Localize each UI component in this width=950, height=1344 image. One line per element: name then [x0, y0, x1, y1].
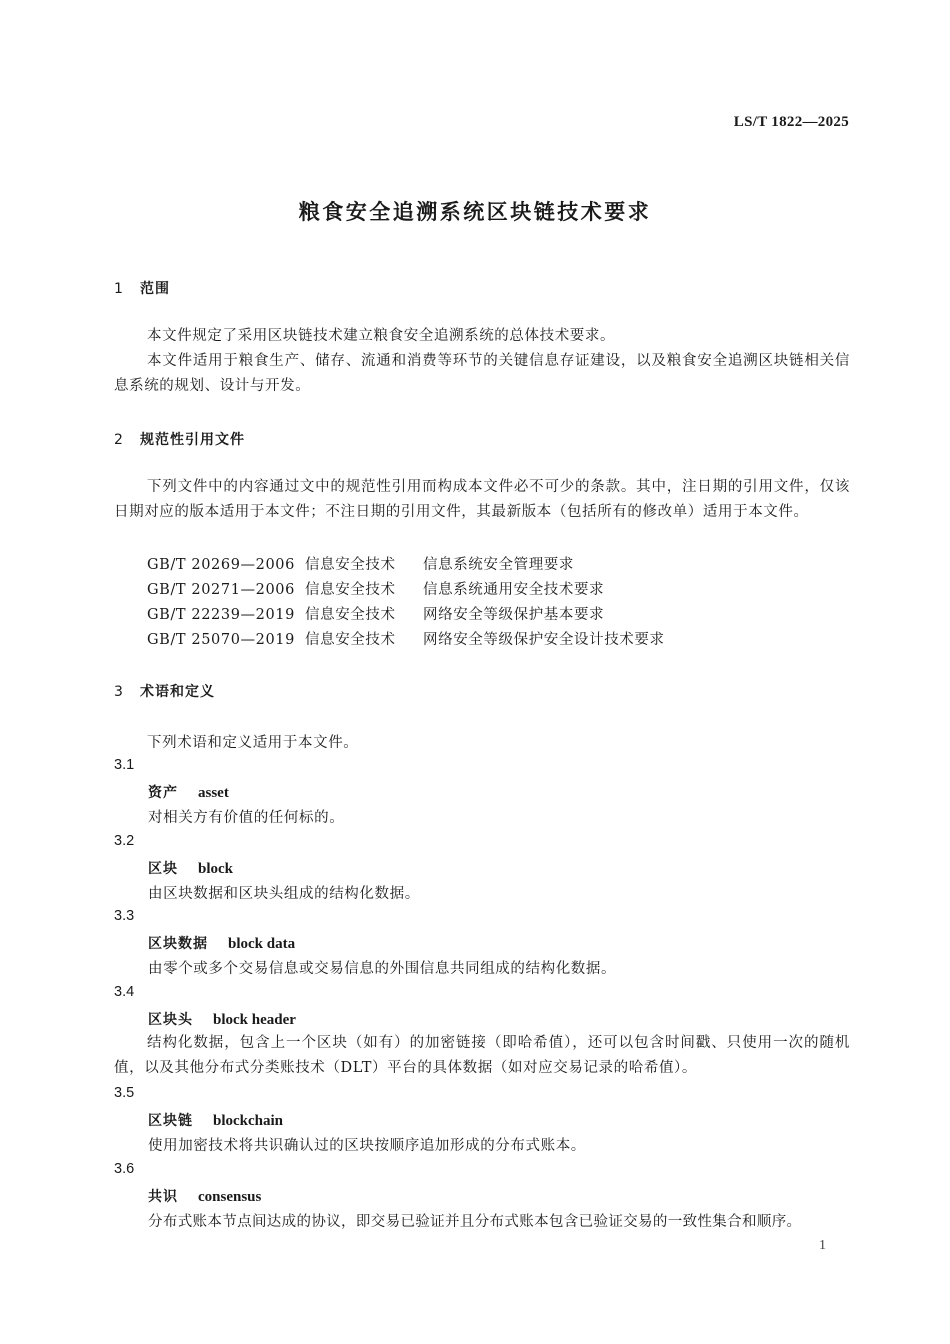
term-definition: 使用加密技术将共识确认过的区块按顺序追加形成的分布式账本。 — [148, 1138, 586, 1154]
term-entry — [148, 782, 229, 802]
section-heading-terms-definitions — [114, 681, 215, 701]
term-definition: 结构化数据，包含上一个区块（如有）的加密链接（即哈希值），还可以包含时间戳、只使用一次的随机值，以及其他分布式分类账技术（DLT）平台的具体数据（如对应交易记录的哈希值）。 — [114, 1035, 850, 1076]
reference-title-b: 信息系统安全管理要求 — [423, 557, 574, 573]
page-number: 1 — [819, 1238, 826, 1253]
term-zh: 区块链 — [148, 1113, 193, 1129]
section-heading-normative-references — [114, 429, 245, 449]
reference-item — [147, 553, 574, 574]
reference-title-b: 网络安全等级保护安全设计技术要求 — [423, 632, 665, 648]
term-entry — [148, 933, 295, 953]
paragraph: 本文件适用于粮食生产、储存、流通和消费等环节的关键信息存证建设，以及粮食安全追溯区块链相关信息系统的规划、设计与开发。 — [114, 353, 850, 394]
term-entry — [148, 858, 233, 878]
term-definition: 由零个或多个交易信息或交易信息的外围信息共同组成的结构化数据。 — [148, 961, 617, 977]
term-zh: 资产 — [148, 785, 178, 801]
section-number: 3 — [114, 684, 124, 700]
reference-title-b: 信息系统通用安全技术要求 — [423, 582, 605, 598]
standard-code: LS/T 1822—2025 — [733, 114, 849, 130]
term-en: block header — [213, 1012, 296, 1028]
term-en: consensus — [198, 1189, 262, 1205]
reference-item — [147, 603, 604, 624]
document-title: 粮食安全追溯系统区块链技术要求 — [298, 200, 652, 224]
term-zh: 区块头 — [148, 1012, 193, 1028]
term-entry — [148, 1186, 261, 1206]
term-number: 3.3 — [114, 908, 135, 924]
section-title: 范围 — [140, 281, 170, 297]
term-number: 3.4 — [114, 984, 135, 1000]
reference-title-a: 信息安全技术 — [305, 582, 396, 598]
reference-code: GB/T 20271—2006 — [147, 582, 295, 598]
section-heading-scope — [114, 278, 170, 298]
reference-title-a: 信息安全技术 — [305, 607, 396, 623]
term-entry — [148, 1009, 296, 1029]
section-number: 2 — [114, 432, 124, 448]
reference-item — [147, 578, 604, 599]
term-number: 3.1 — [114, 757, 135, 773]
reference-item — [147, 628, 665, 649]
term-en: block data — [228, 936, 296, 952]
paragraph: 本文件规定了采用区块链技术建立粮食安全追溯系统的总体技术要求。 — [147, 328, 616, 344]
term-definition: 由区块数据和区块头组成的结构化数据。 — [148, 886, 420, 902]
term-entry — [148, 1110, 283, 1130]
term-zh: 共识 — [148, 1189, 178, 1205]
term-en: blockchain — [213, 1113, 284, 1129]
term-number: 3.2 — [114, 833, 135, 849]
reference-title-a: 信息安全技术 — [305, 632, 396, 648]
section-title: 规范性引用文件 — [140, 432, 245, 448]
reference-title-b: 网络安全等级保护基本要求 — [423, 607, 605, 623]
term-number: 3.6 — [114, 1161, 135, 1177]
term-definition: 对相关方有价值的任何标的。 — [148, 810, 345, 826]
term-definition: 分布式账本节点间达成的协议，即交易已验证并且分布式账本包含已验证交易的一致性集合和顺序。 — [148, 1214, 802, 1230]
section-title: 术语和定义 — [140, 684, 215, 700]
reference-code: GB/T 20269—2006 — [147, 557, 295, 573]
paragraph: 下列术语和定义适用于本文件。 — [147, 735, 359, 751]
reference-code: GB/T 22239—2019 — [147, 607, 295, 623]
section-number: 1 — [114, 281, 124, 297]
term-en: block — [198, 861, 234, 877]
term-en: asset — [198, 785, 229, 801]
term-number: 3.5 — [114, 1085, 135, 1101]
term-zh: 区块 — [148, 861, 178, 877]
reference-code: GB/T 25070—2019 — [147, 632, 295, 648]
reference-title-a: 信息安全技术 — [305, 557, 396, 573]
paragraph: 下列文件中的内容通过文中的规范性引用而构成本文件必不可少的条款。其中，注日期的引用文件，仅该日期对应的版本适用于本文件；不注日期的引用文件，其最新版本（包括所有的修改单）适用于本文件。 — [114, 479, 850, 520]
term-zh: 区块数据 — [148, 936, 208, 952]
